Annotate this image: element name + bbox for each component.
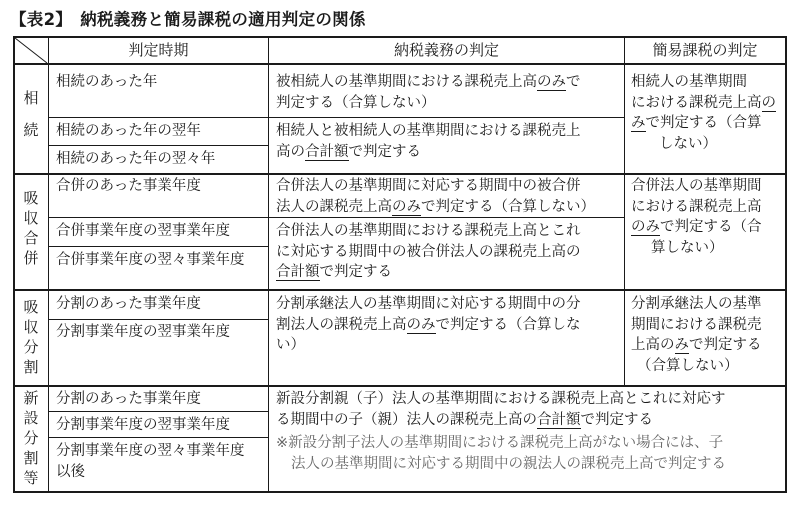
header-simplified: 簡易課税の判定 [652,41,758,59]
table-title-text: 納税義務と簡易課税の適用判定の関係 [80,10,366,29]
table-border-left [13,36,15,493]
timing-new-split-next-year: 分割事業年度の翌事業年度 [56,417,230,433]
simplified-inheritance: 相続人の基準期間 における課税売上高の みで判定する（合算 しない） [631,74,776,152]
timing-new-split-year-after-next: 分割事業年度の翌々事業年度 以後 [56,443,245,480]
timing-inheritance-year-after-next: 相続のあった年の翌々年 [56,151,216,167]
timing-split-year: 分割のあった事業年度 [56,296,201,312]
row-divider-b1 [48,217,625,218]
group-label-inheritance: 相 続 [23,89,39,139]
table-border-top [13,36,787,38]
header-tax-duty: 納税義務の判定 [393,41,499,59]
col-divider-2 [268,36,269,493]
row-divider-a1 [48,117,625,118]
group-divider-3 [13,385,787,387]
table-border-bottom [13,491,787,493]
table-border-right [785,36,787,493]
note-new-split: ※新設分割子法人の基準期間における課税売上高がない場合には、子 法人の基準期間に対応する期間中の親法人の課税売上高で判定する [276,435,726,472]
duty-inheritance-year: 被相続人の基準期間における課税売上高のみで 判定する（合算しない） [276,74,581,111]
header-divider [13,63,787,65]
group-label-absorption-merger: 吸 収 合 併 [23,189,39,267]
timing-new-split-year: 分割のあった事業年度 [56,391,201,407]
row-divider-d2 [48,437,269,438]
corner-diagonal [14,37,48,64]
col-divider-3 [624,36,625,386]
header-timing: 判定時期 [128,41,189,59]
row-divider-a2 [48,145,269,146]
timing-merger-year: 合併のあった事業年度 [56,178,201,194]
timing-inheritance-next-year: 相続のあった年の翌年 [56,123,201,139]
timing-merger-year-after-next: 合併事業年度の翌々事業年度 [56,252,245,268]
duty-merger-following-years: 合併法人の基準期間における課税売上高とこれ に対応する期間中の被合併法人の課税売上高の 合計額で判定する [276,223,581,280]
duty-new-split: 新設分割親（子）法人の基準期間における課税売上高とこれに対応す る期間中の子（親）法人の課税売上高の合計額で判定する [276,391,726,428]
group-label-new-split: 新 設 分 割 等 [23,389,39,487]
simplified-merger: 合併法人の基準期間 における課税売上高 のみで判定する（合 算しない） [631,178,762,256]
group-divider-1 [13,173,787,175]
timing-split-next-year: 分割事業年度の翌事業年度 [56,324,230,340]
duty-merger-year: 合併法人の基準期間に対応する期間中の被合併 法人の課税売上高のみで判定する（合算しない） [276,178,595,215]
row-divider-d1 [48,411,269,412]
timing-inheritance-year: 相続のあった年 [56,74,158,90]
col-divider-1 [48,36,49,493]
group-divider-2 [13,289,787,291]
row-divider-c1 [48,319,269,320]
row-divider-b2 [48,246,269,247]
table-number: 【表2】 [10,10,73,29]
table-title [10,6,366,30]
simplified-split: 分割承継法人の基準 期間における課税売 上高のみで判定する （合算しない） [631,296,762,374]
timing-merger-next-year: 合併事業年度の翌事業年度 [56,223,230,239]
duty-split: 分割承継法人の基準期間に対応する期間中の分 割法人の課税売上高のみで判定する（合算しな い） [276,296,581,353]
group-label-absorption-split: 吸 収 分 割 [23,298,39,376]
duty-inheritance-following-years: 相続人と被相続人の基準期間における課税売上 高の合計額で判定する [276,123,581,160]
judgment-table [13,36,787,493]
